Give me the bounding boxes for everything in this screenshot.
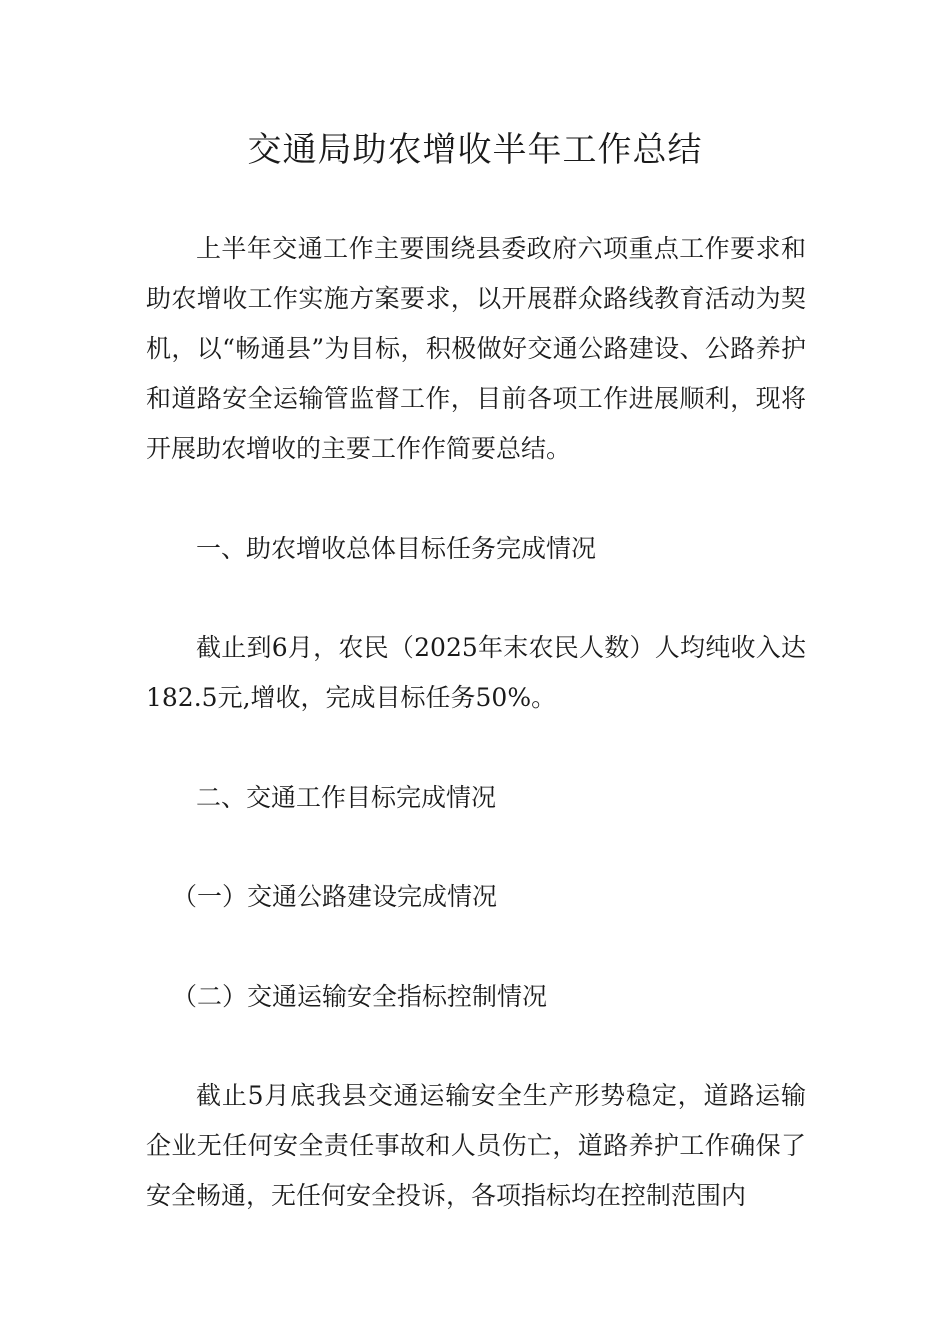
section-2-subheading-2: （二）交通运输安全指标控制情况 — [172, 982, 548, 1011]
section-1-paragraph: 截止到6月，农民（2025年末农民人数）人均纯收入达182.5元,增收，完成目标任务50%。 — [146, 633, 806, 712]
section-2-heading: 二、交通工作目标完成情况 — [196, 783, 497, 812]
intro-paragraph: 上半年交通工作主要围绕县委政府六项重点工作要求和助农增收工作实施方案要求，以开展群众路线教育活动为契机，以“畅通县”为目标，积极做好交通公路建设、公路养护和道路安全运输管监督工作，目前各项工作进展顺利，现将开展助农增收的主要工作作简要总结。 — [146, 234, 806, 463]
section-1-heading: 一、助农增收总体目标任务完成情况 — [196, 534, 597, 563]
section-2-subheading-1: （一）交通公路建设完成情况 — [172, 882, 498, 911]
document-title: 交通局助农增收半年工作总结 — [247, 130, 703, 170]
section-2-sub-2-paragraph: 截止5月底我县交通运输安全生产形势稳定，道路运输企业无任何安全责任事故和人员伤亡，道路养护工作确保了安全畅通，无任何安全投诉，各项指标均在控制范围内 — [146, 1081, 806, 1210]
